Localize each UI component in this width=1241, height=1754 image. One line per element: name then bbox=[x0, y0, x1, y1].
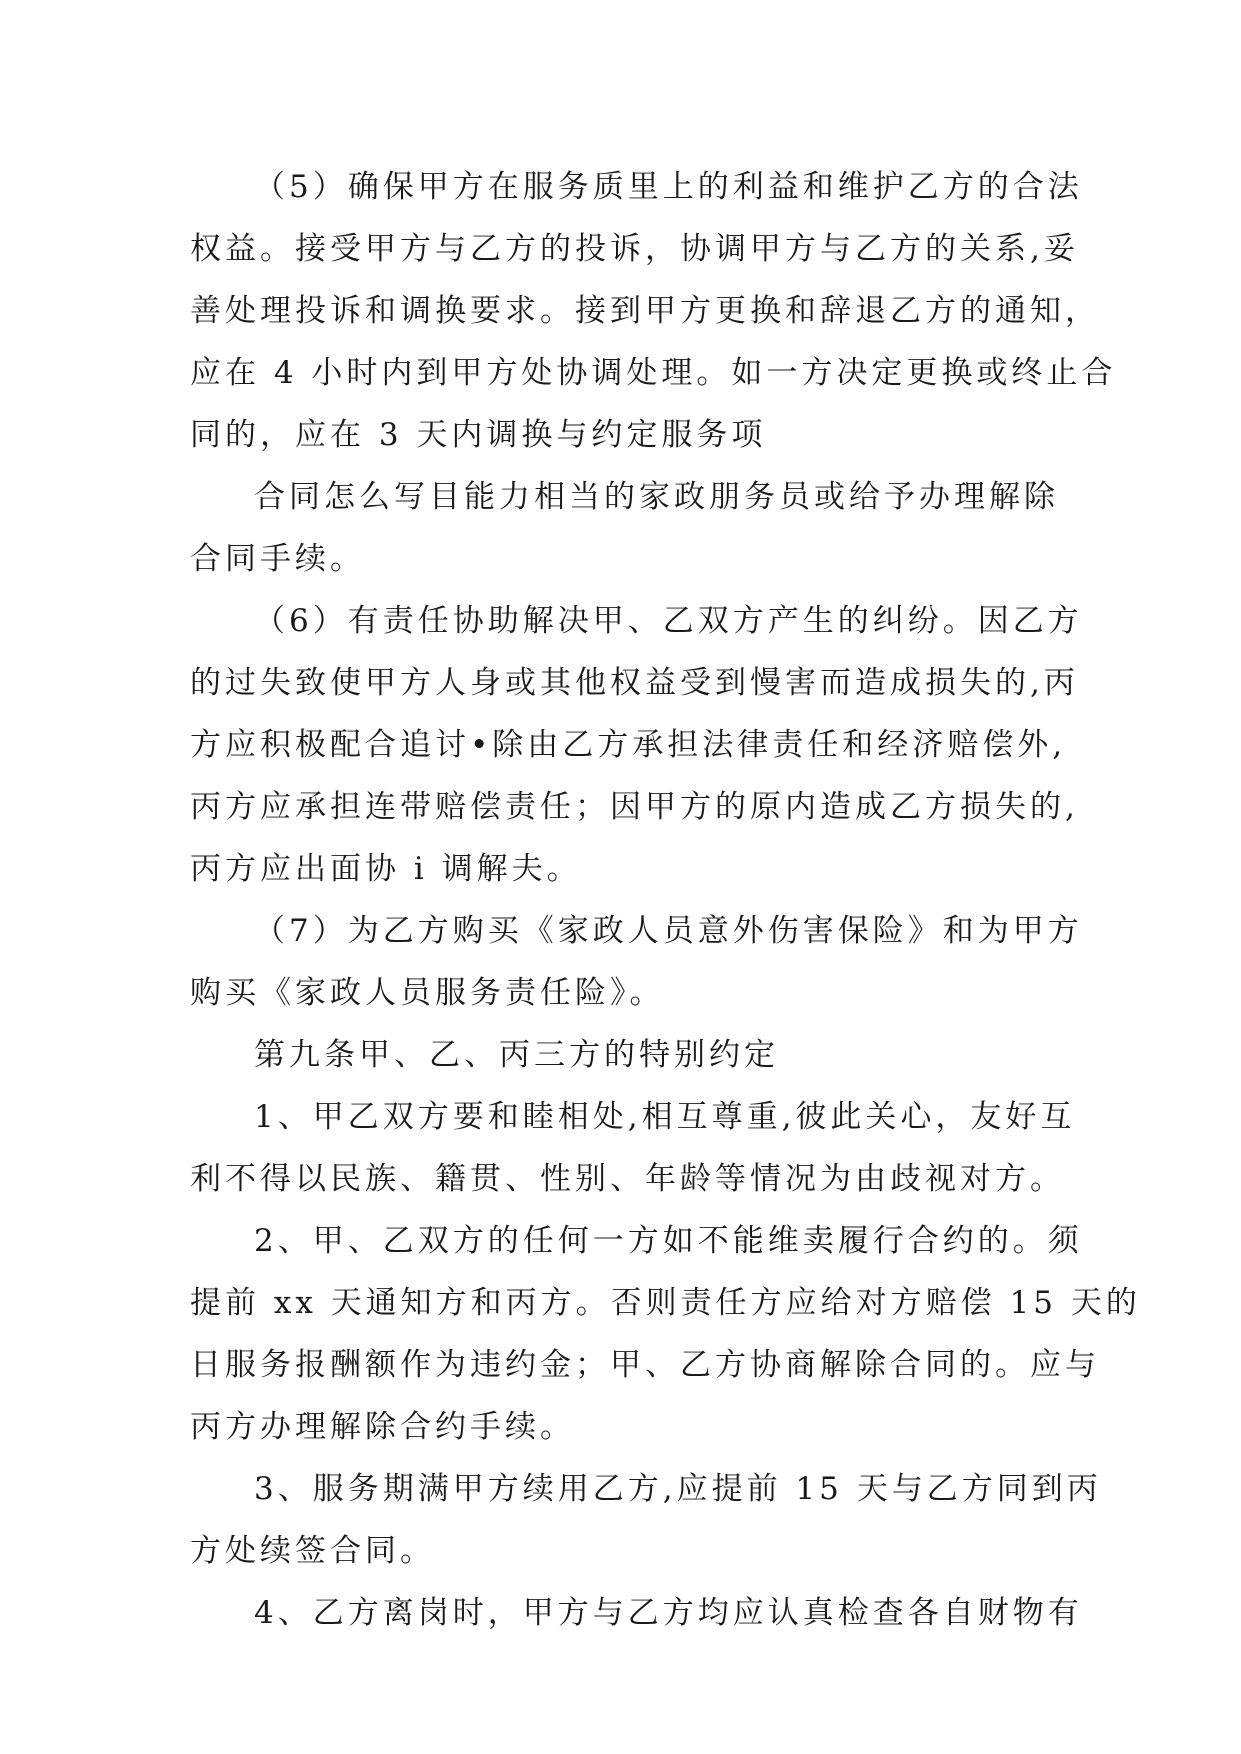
text-line: 方应积极配合追讨•除由乙方承担法律责任和经济赔偿外, bbox=[190, 727, 1067, 763]
text-line: （5）确保甲方在服务质里上的利益和维护乙方的合法 bbox=[254, 169, 1083, 205]
paragraph-clause-7 bbox=[190, 900, 1083, 1024]
paragraph-item-4 bbox=[190, 1582, 1083, 1644]
text-line: （7）为乙方购买《家政人员意外伤害保险》和为甲方 bbox=[254, 913, 1083, 949]
paragraph-clause-5 bbox=[190, 156, 1117, 466]
text-line: 权益。接受甲方与乙方的投诉，协调甲方与乙方的关系,妥 bbox=[190, 231, 1079, 267]
text-line: 1、甲乙双方要和睦相处,相互尊重,彼此关心，友好互 bbox=[254, 1099, 1076, 1135]
document-body bbox=[190, 156, 1141, 1644]
paragraph-item-2 bbox=[190, 1210, 1141, 1458]
text-line: 应在 4 小时内到甲方处协调处理。如一方决定更换或终止合 bbox=[190, 355, 1117, 391]
paragraph-item-1 bbox=[190, 1086, 1076, 1210]
text-line: 日服务报酬额作为违约金；甲、乙方协商解除合同的。应与 bbox=[190, 1347, 1100, 1383]
text-line: 提前 xx 天通知方和丙方。否则责任方应给对方赔偿 15 天的 bbox=[190, 1285, 1141, 1321]
text-line: 丙方应承担连带赔偿责任；因甲方的原内造成乙方损失的, bbox=[190, 789, 1079, 825]
text-line: 的过失致使甲方人身或其他权益受到慢害而造成损失的,丙 bbox=[190, 665, 1079, 701]
text-line: （6）有责任协助解决甲、乙双方产生的纠纷。因乙方 bbox=[254, 603, 1083, 639]
paragraph-clause-6 bbox=[190, 590, 1083, 900]
text-line: 丙方应出面协 i 调解夫。 bbox=[190, 851, 582, 887]
text-line: 善处理投诉和调换要求。接到甲方更换和辞退乙方的通知， bbox=[190, 293, 1100, 329]
text-line: 丙方办理解除合约手续。 bbox=[190, 1409, 575, 1445]
text-line: 利不得以民族、籍贯、性别、年龄等情况为由歧视对方。 bbox=[190, 1161, 1065, 1197]
text-line: 第九条甲、乙、丙三方的特别约定 bbox=[254, 1037, 779, 1073]
paragraph-contract-note bbox=[190, 466, 1070, 590]
text-line: 合同手续。 bbox=[190, 541, 365, 577]
text-line: 4、乙方离岗时，甲方与乙方均应认真检查各自财物有 bbox=[254, 1595, 1083, 1631]
text-line: 合同怎么写目能力相当的家政朋务员或给予办理解除 bbox=[254, 479, 1059, 515]
text-line: 同的，应在 3 天内调换与约定服务项 bbox=[190, 417, 767, 453]
section-heading-article-9 bbox=[190, 1024, 1070, 1086]
text-line: 3、服务期满甲方续用乙方,应提前 15 天与乙方同到丙 bbox=[254, 1471, 1102, 1507]
text-line: 方处续签合同。 bbox=[190, 1533, 435, 1569]
text-line: 购买《家政人员服务责任险》。 bbox=[190, 975, 665, 1011]
text-line: 2、甲、乙双方的任何一方如不能维卖履行合约的。须 bbox=[254, 1223, 1083, 1259]
paragraph-item-3 bbox=[190, 1458, 1102, 1582]
